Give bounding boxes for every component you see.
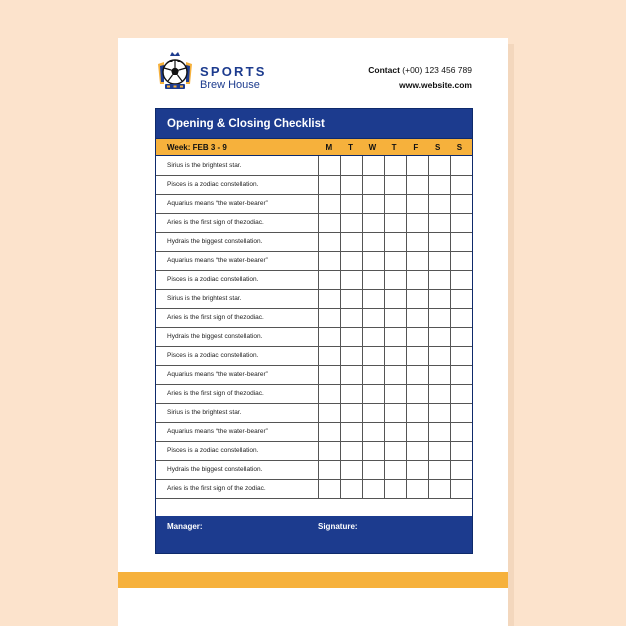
check-cell[interactable] <box>362 308 384 327</box>
task-label: Sirius is the brightest star. <box>156 156 318 175</box>
check-cell[interactable] <box>318 327 340 346</box>
check-cell[interactable] <box>450 403 472 422</box>
table-row <box>156 289 472 308</box>
check-cell[interactable] <box>362 422 384 441</box>
check-cell[interactable] <box>362 289 384 308</box>
check-cell[interactable] <box>362 175 384 194</box>
check-cell[interactable] <box>406 479 428 498</box>
check-cell[interactable] <box>384 308 406 327</box>
check-cell[interactable] <box>340 156 362 175</box>
check-cell[interactable] <box>406 270 428 289</box>
check-cell[interactable] <box>406 175 428 194</box>
check-cell[interactable] <box>406 365 428 384</box>
check-cell[interactable] <box>450 156 472 175</box>
day-header: T <box>391 142 397 152</box>
check-cell[interactable] <box>318 403 340 422</box>
check-cell[interactable] <box>450 479 472 498</box>
check-cell[interactable] <box>428 441 450 460</box>
check-cell[interactable] <box>384 384 406 403</box>
check-cell[interactable] <box>384 327 406 346</box>
check-cell[interactable] <box>406 289 428 308</box>
check-cell[interactable] <box>318 213 340 232</box>
check-cell[interactable] <box>362 441 384 460</box>
check-cell[interactable] <box>362 365 384 384</box>
check-cell[interactable] <box>406 251 428 270</box>
day-header: M <box>325 142 333 152</box>
website-link[interactable]: www.website.com <box>399 80 472 90</box>
task-label: Hydrais the biggest constellation. <box>156 327 318 346</box>
check-cell[interactable] <box>384 441 406 460</box>
check-cell[interactable] <box>384 422 406 441</box>
check-cell[interactable] <box>384 289 406 308</box>
check-cell[interactable] <box>428 270 450 289</box>
check-cell[interactable] <box>450 251 472 270</box>
check-cell[interactable] <box>318 365 340 384</box>
check-cell[interactable] <box>450 422 472 441</box>
check-cell[interactable] <box>406 441 428 460</box>
check-cell[interactable] <box>318 460 340 479</box>
brand-name: SPORTS <box>200 64 267 79</box>
table-row <box>156 384 472 403</box>
contact-line <box>368 65 472 75</box>
table-row <box>156 479 472 498</box>
check-cell[interactable] <box>428 251 450 270</box>
check-cell[interactable] <box>450 175 472 194</box>
check-cell[interactable] <box>406 384 428 403</box>
check-cell[interactable] <box>428 175 450 194</box>
check-cell[interactable] <box>362 327 384 346</box>
check-cell[interactable] <box>362 460 384 479</box>
check-cell[interactable] <box>340 384 362 403</box>
check-cell[interactable] <box>318 270 340 289</box>
check-cell[interactable] <box>406 422 428 441</box>
check-cell[interactable] <box>362 213 384 232</box>
check-cell[interactable] <box>340 289 362 308</box>
check-cell[interactable] <box>428 479 450 498</box>
check-cell[interactable] <box>450 213 472 232</box>
check-cell[interactable] <box>362 479 384 498</box>
check-cell[interactable] <box>406 213 428 232</box>
check-cell[interactable] <box>362 232 384 251</box>
day-header: S <box>434 142 441 152</box>
checklist-sheet <box>155 108 473 554</box>
check-cell[interactable] <box>340 213 362 232</box>
manager-label: Manager: <box>167 522 203 531</box>
check-cell[interactable] <box>450 270 472 289</box>
check-cell[interactable] <box>362 156 384 175</box>
task-label: Hydrais the biggest constellation. <box>156 460 318 479</box>
check-cell[interactable] <box>318 175 340 194</box>
check-cell[interactable] <box>384 346 406 365</box>
check-cell[interactable] <box>428 403 450 422</box>
check-cell[interactable] <box>406 346 428 365</box>
check-cell[interactable] <box>428 213 450 232</box>
check-cell[interactable] <box>318 384 340 403</box>
check-cell[interactable] <box>362 403 384 422</box>
task-label: Aries is the first sign of thezodiac. <box>156 384 318 403</box>
check-cell[interactable] <box>362 194 384 213</box>
task-label: Hydrais the biggest constellation. <box>156 232 318 251</box>
check-cell[interactable] <box>340 251 362 270</box>
table-row <box>156 460 472 479</box>
day-header: W <box>368 142 377 152</box>
table-row <box>156 156 472 175</box>
check-cell[interactable] <box>428 346 450 365</box>
check-cell[interactable] <box>318 479 340 498</box>
signoff-bar <box>156 516 472 553</box>
table-row <box>156 365 472 384</box>
check-cell[interactable] <box>450 384 472 403</box>
check-cell[interactable] <box>406 194 428 213</box>
check-cell[interactable] <box>340 175 362 194</box>
check-cell[interactable] <box>450 346 472 365</box>
check-cell[interactable] <box>340 346 362 365</box>
task-label: Aries is the first sign of thezodiac. <box>156 213 318 232</box>
check-cell[interactable] <box>384 194 406 213</box>
contact-phone: (+00) 123 456 789 <box>402 65 472 75</box>
check-cell[interactable] <box>384 251 406 270</box>
checklist-table <box>156 156 472 499</box>
check-cell[interactable] <box>340 422 362 441</box>
check-cell[interactable] <box>406 156 428 175</box>
check-cell[interactable] <box>318 346 340 365</box>
check-cell[interactable] <box>406 327 428 346</box>
check-cell[interactable] <box>340 308 362 327</box>
table-row <box>156 403 472 422</box>
check-cell[interactable] <box>384 232 406 251</box>
check-cell[interactable] <box>384 270 406 289</box>
check-cell[interactable] <box>318 289 340 308</box>
signature-label: Signature: <box>318 522 358 531</box>
check-cell[interactable] <box>318 232 340 251</box>
check-cell[interactable] <box>318 308 340 327</box>
check-cell[interactable] <box>318 441 340 460</box>
task-label: Aquarius means “the water-bearer” <box>156 365 318 384</box>
check-cell[interactable] <box>340 270 362 289</box>
task-label: Aries is the first sign of thezodiac. <box>156 308 318 327</box>
check-cell[interactable] <box>406 308 428 327</box>
check-cell[interactable] <box>384 213 406 232</box>
check-cell[interactable] <box>428 460 450 479</box>
check-cell[interactable] <box>340 194 362 213</box>
check-cell[interactable] <box>450 365 472 384</box>
check-cell[interactable] <box>318 156 340 175</box>
contact-label: Contact <box>368 65 400 75</box>
checklist-title: Opening & Closing Checklist <box>156 109 472 138</box>
bottom-accent-stripe <box>118 572 508 588</box>
check-cell[interactable] <box>384 365 406 384</box>
task-label: Aquarius means “the water-bearer” <box>156 251 318 270</box>
check-cell[interactable] <box>450 289 472 308</box>
check-cell[interactable] <box>384 403 406 422</box>
table-row <box>156 213 472 232</box>
check-cell[interactable] <box>450 308 472 327</box>
checklist-document <box>118 38 508 626</box>
check-cell[interactable] <box>450 327 472 346</box>
check-cell[interactable] <box>340 327 362 346</box>
check-cell[interactable] <box>384 460 406 479</box>
check-cell[interactable] <box>428 194 450 213</box>
task-label: Aquarius means “the water-bearer” <box>156 422 318 441</box>
check-cell[interactable] <box>340 403 362 422</box>
check-cell[interactable] <box>318 422 340 441</box>
task-label: Pisces is a zodiac constellation. <box>156 270 318 289</box>
check-cell[interactable] <box>384 175 406 194</box>
check-cell[interactable] <box>406 460 428 479</box>
check-cell[interactable] <box>340 460 362 479</box>
check-cell[interactable] <box>428 289 450 308</box>
table-row <box>156 194 472 213</box>
check-cell[interactable] <box>428 327 450 346</box>
check-cell[interactable] <box>318 194 340 213</box>
check-cell[interactable] <box>450 460 472 479</box>
check-cell[interactable] <box>362 270 384 289</box>
check-cell[interactable] <box>384 156 406 175</box>
table-row <box>156 308 472 327</box>
table-row <box>156 251 472 270</box>
task-label: Pisces is a zodiac constellation. <box>156 175 318 194</box>
check-cell[interactable] <box>428 384 450 403</box>
task-label: Pisces is a zodiac constellation. <box>156 441 318 460</box>
task-label: Pisces is a zodiac constellation. <box>156 346 318 365</box>
check-cell[interactable] <box>340 232 362 251</box>
check-cell[interactable] <box>428 365 450 384</box>
table-row <box>156 441 472 460</box>
week-header-row <box>156 138 472 156</box>
check-cell[interactable] <box>450 232 472 251</box>
check-cell[interactable] <box>428 308 450 327</box>
brand-subtitle: Brew House <box>200 79 260 91</box>
table-row <box>156 175 472 194</box>
check-cell[interactable] <box>428 156 450 175</box>
week-label: Week: FEB 3 - 9 <box>167 142 227 152</box>
table-row <box>156 232 472 251</box>
day-header: T <box>348 142 354 152</box>
check-cell[interactable] <box>428 232 450 251</box>
check-cell[interactable] <box>406 232 428 251</box>
check-cell[interactable] <box>384 479 406 498</box>
day-header: S <box>456 142 463 152</box>
check-cell[interactable] <box>362 384 384 403</box>
day-header: F <box>413 142 419 152</box>
check-cell[interactable] <box>406 403 428 422</box>
check-cell[interactable] <box>318 251 340 270</box>
table-row <box>156 270 472 289</box>
check-cell[interactable] <box>362 346 384 365</box>
table-row <box>156 346 472 365</box>
task-label: Sirius is the brightest star. <box>156 403 318 422</box>
check-cell[interactable] <box>340 365 362 384</box>
task-label: Aquarius means “the water-bearer” <box>156 194 318 213</box>
check-cell[interactable] <box>340 441 362 460</box>
check-cell[interactable] <box>450 441 472 460</box>
check-cell[interactable] <box>340 479 362 498</box>
soccer-ball-crown-icon <box>154 50 196 94</box>
task-label: Sirius is the brightest star. <box>156 289 318 308</box>
check-cell[interactable] <box>450 194 472 213</box>
table-row <box>156 422 472 441</box>
check-cell[interactable] <box>362 251 384 270</box>
task-label: Aries is the first sign of the zodiac. <box>156 479 318 498</box>
table-row <box>156 327 472 346</box>
check-cell[interactable] <box>428 422 450 441</box>
